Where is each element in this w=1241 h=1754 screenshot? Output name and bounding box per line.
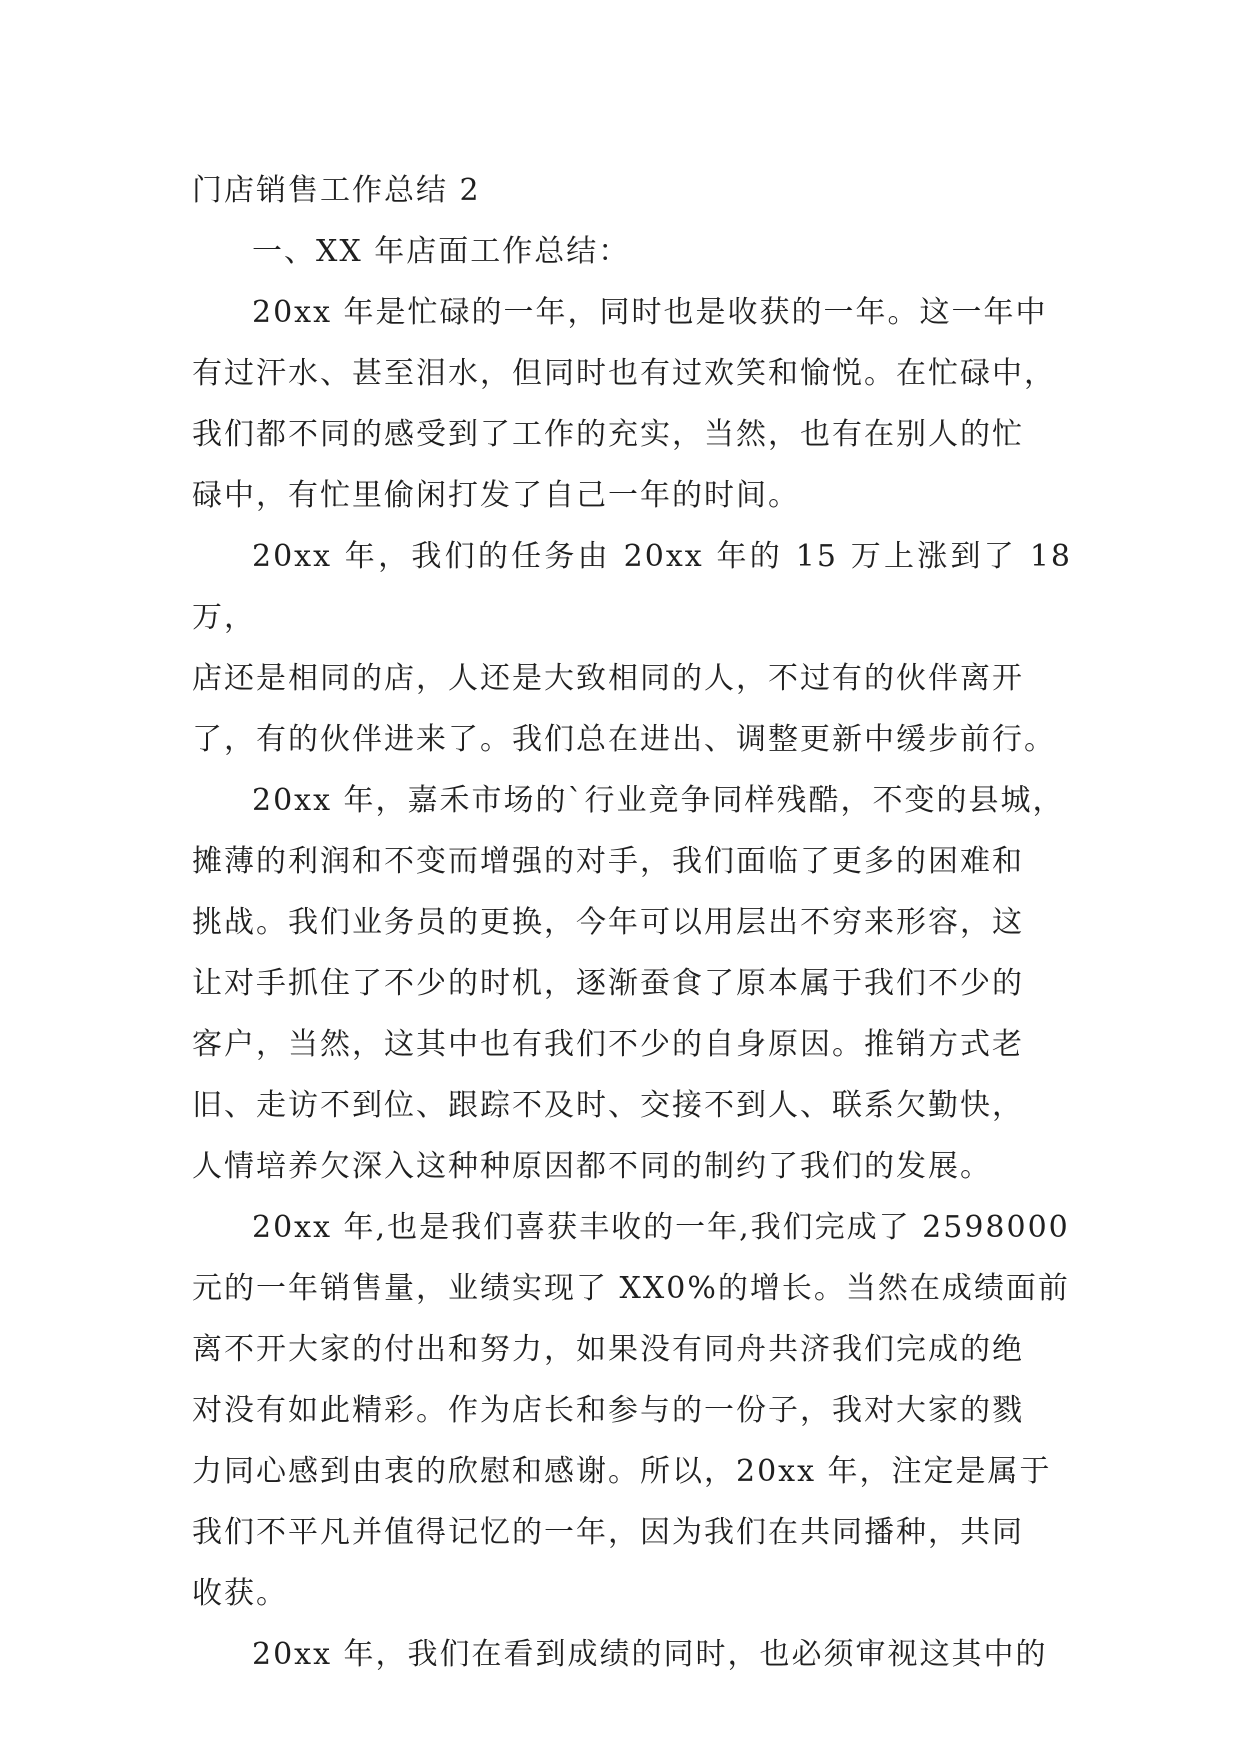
paragraph: 20xx 年，我们的任务由 20xx 年的 15 万上涨到了 18 万， 店还是相同的店，人还是大致相同的人，不过有的伙伴离开 了，有的伙伴进来了。我们总在进出、调整更新中缓步前行。 — [192, 539, 1072, 757]
paragraph: 20xx 年，嘉禾市场的`行业竞争同样残酷，不变的县城， 摊薄的利润和不变而增强的对手，我们面临了更多的困难和 挑战。我们业务员的更换，今年可以用层出不穷来形容，这 让对手抓住了不少的时机，逐渐蚕食了原本属于我们不少的 客户，当然，这其中也有我们不少的自身原因。推销方式老 旧、走访不到位、跟踪不及时、交接不到人、联系欠勤快， 人情培养欠深入这种种原因都不同的制约了我们的发展。 — [192, 783, 1065, 1184]
paragraph: 20xx 年是忙碌的一年，同时也是收获的一年。这一年中 有过汗水、甚至泪水，但同时也有过欢笑和愉悦。在忙碌中， 我们都不同的感受到了工作的充实，当然，也有在别人的忙 碌中，有忙里偷闲打发了自己一年的时间。 — [192, 295, 1056, 513]
document-body — [192, 160, 1072, 1685]
paragraph: 20xx 年，我们在看到成绩的同时，也必须审视这其中的 — [252, 1637, 1048, 1672]
document-title: 门店销售工作总结 2 — [192, 173, 481, 208]
section-heading: 一、XX 年店面工作总结： — [252, 234, 631, 269]
paragraph: 20xx 年,也是我们喜获丰收的一年,我们完成了 2598000 元的一年销售量，业绩实现了 XX0%的增长。当然在成绩面前 离不开大家的付出和努力，如果没有同舟共济我们完成的绝 对没有如此精彩。作为店长和参与的一份子，我对大家的戮 力同心感到由衷的欣慰和感谢。所以，20xx 年，注定是属于 我们不平凡并值得记忆的一年，因为我们在共同播种，共同 收获。 — [192, 1210, 1070, 1611]
